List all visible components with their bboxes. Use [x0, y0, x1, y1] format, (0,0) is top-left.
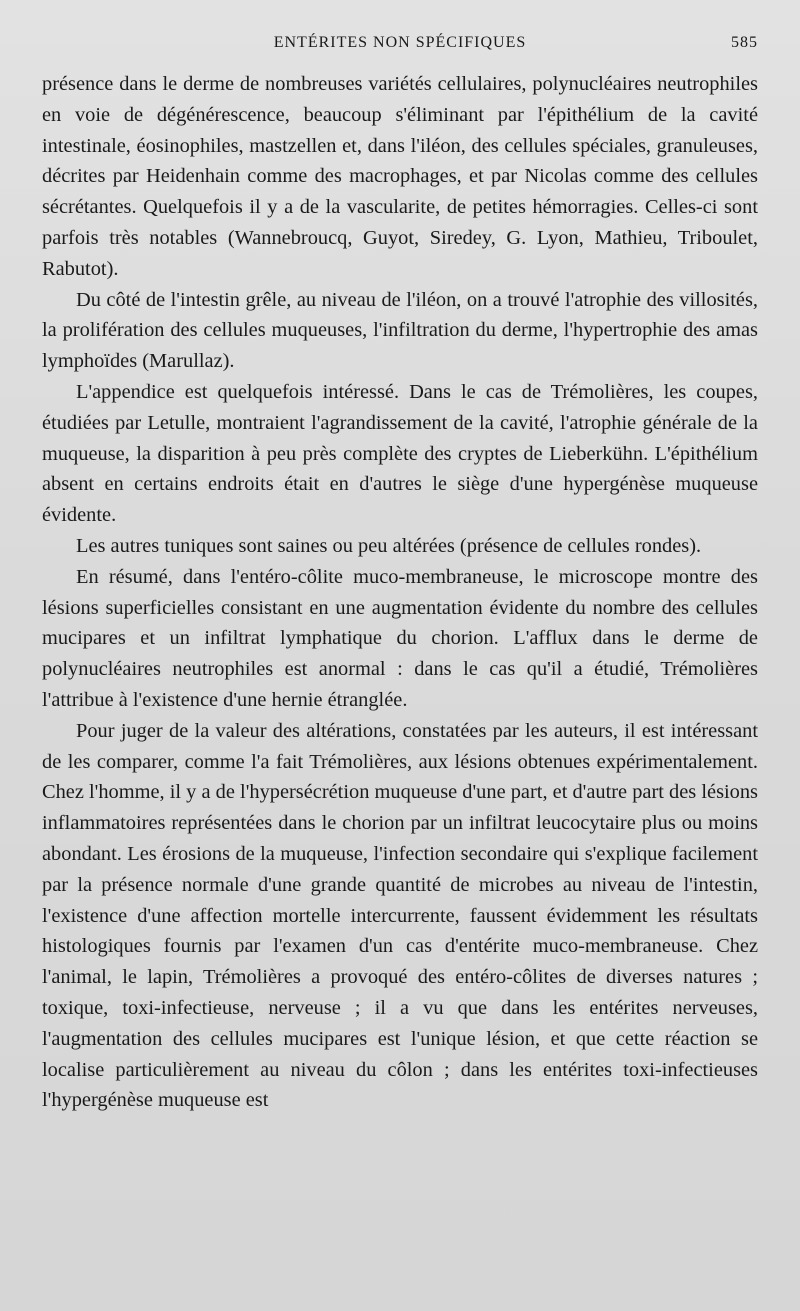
- running-title: ENTÉRITES NON SPÉCIFIQUES: [273, 34, 527, 51]
- page-number: 585: [731, 34, 758, 51]
- paragraph: En résumé, dans l'entéro-côlite muco-membraneuse, le microscope montre des lésions superficielles consistant en une augmentation évidente du nombre des cellules mucipares et un infiltrat lymphatique du chorion. L'afflux dans le derme de polynucléaires neutrophiles est anormal : dans le cas qu'il a étudié, Trémolières l'attribue à l'existence d'une hernie étranglée.: [42, 565, 758, 711]
- paragraph: Les autres tuniques sont saines ou peu altérées (présence de cellules rondes).: [76, 534, 702, 557]
- paragraph: L'appendice est quelquefois intéressé. Dans le cas de Trémolières, les coupes, étudiées par Letulle, montraient l'agrandissement de la cavité, l'atrophie générale de la muqueuse, la disparition à peu près complète des cryptes de Lieberkühn. L'épithélium absent en certains endroits était en d'autres le siège d'une hypergénèse muqueuse évidente.: [42, 380, 758, 527]
- body-text: [42, 69, 758, 1116]
- paragraph: présence dans le derme de nombreuses variétés cellulaires, polynucléaires neutrophiles en voie de dégénérescence, beaucoup s'éliminant par l'épithélium de la cavité intestinale, éosinophiles, mastzellen et, dans l'iléon, des cellules spéciales, granuleuses, décrites par Heidenhain comme des macrophages, et par Nicolas comme des cellules sécrétantes. Quelquefois il y a de la vascularite, de petites hémorragies. Celles-ci sont parfois très notables (Wannebroucq, Guyot, Siredey, G. Lyon, Mathieu, Triboulet, Rabutot).: [42, 73, 758, 280]
- paragraph: Du côté de l'intestin grêle, au niveau de l'iléon, on a trouvé l'atrophie des villosités, la prolifération des cellules muqueuses, l'infiltration du derme, l'hypertrophie des amas lymphoïdes (Marullaz).: [42, 288, 758, 373]
- page-header: [42, 34, 758, 58]
- paragraph: Pour juger de la valeur des altérations, constatées par les auteurs, il est intéressant de les comparer, comme l'a fait Trémolières, aux lésions obtenues expérimentalement. Chez l'homme, il y a de l'hypersécrétion muqueuse d'une part, et d'autre part des lésions inflammatoires représentées dans le chorion par un infiltrat leucocytaire plus ou moins abondant. Les érosions de la muqueuse, l'infection secondaire qui s'explique facilement par la présence normale d'une grande quantité de microbes au niveau de l'intestin, l'existence d'une affection mortelle intercurrente, faussent évidemment les résultats histologiques fournis par l'examen d'un cas d'entérite muco-membraneuse. Chez l'animal, le lapin, Trémolières a provoqué des entéro-côlites de diverses natures ; toxique, toxi-infectieuse, nerveuse ; il a vu que dans les entérites nerveuses, l'augmentation des cellules mucipares est l'unique lésion, et que cette réaction se localise particulièrement au niveau du côlon ; dans les entérites toxi-infectieuses l'hypergénèse muqueuse est: [42, 719, 758, 1112]
